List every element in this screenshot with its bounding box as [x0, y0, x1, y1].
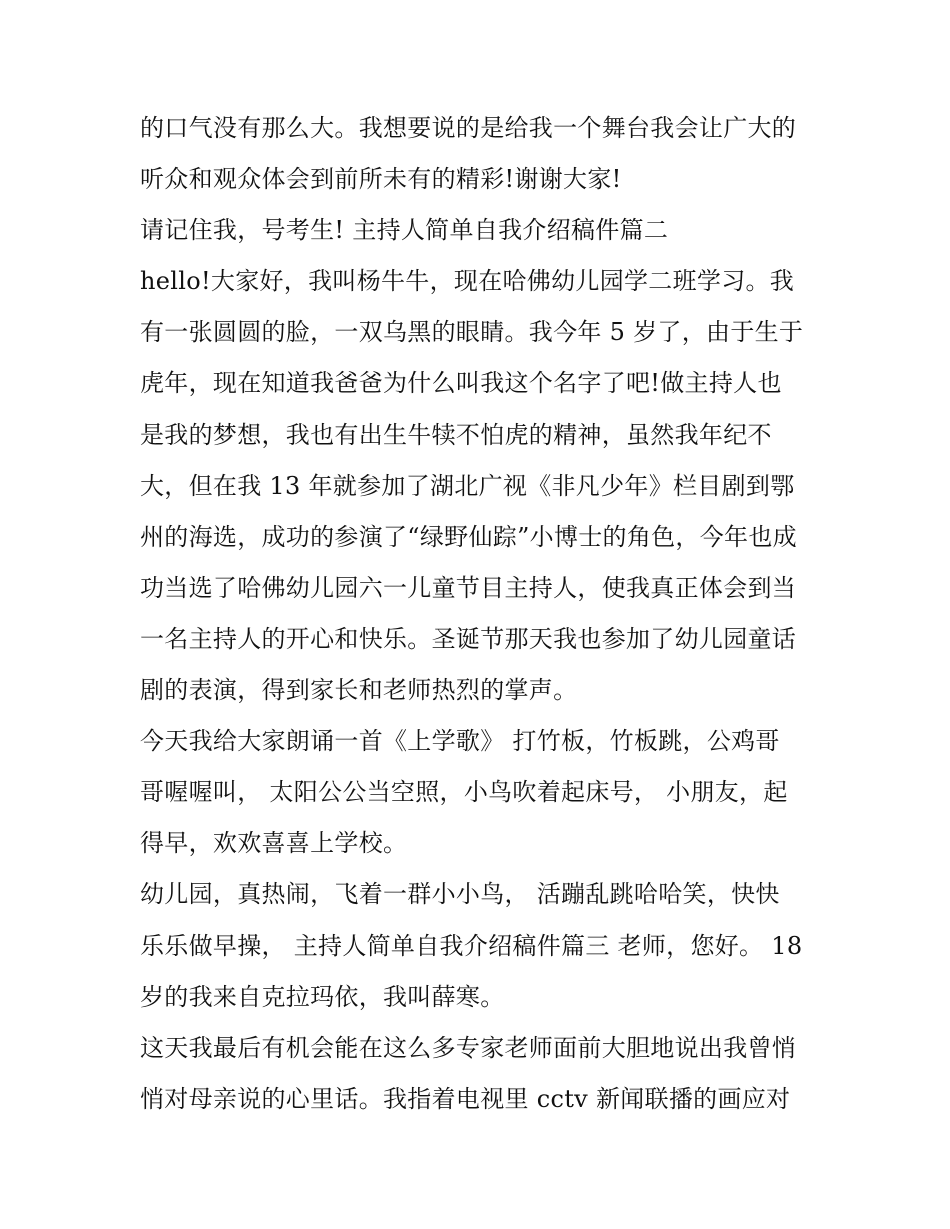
- text-line: 虎年，现在知道我爸爸为什么叫我这个名字了吧!做主持人也: [140, 369, 782, 398]
- document-body: [140, 103, 820, 1125]
- text-line: 的口气没有那么大。我想要说的是给我一个舞台我会让广大的: [140, 114, 797, 142]
- text-line: 有一张圆圆的脸，一双乌黑的眼睛。我今年 5 岁了，由于生于: [140, 318, 804, 347]
- text-line: 幼儿园，真热闹，飞着一群小小鸟， 活蹦乱跳哈哈笑，快快: [140, 880, 780, 909]
- text-line: 请记住我，号考生! 主持人简单自我介绍稿件篇二: [140, 216, 669, 245]
- text-line: 一名主持人的开心和快乐。圣诞节那天我也参加了幼儿园童话: [140, 624, 797, 653]
- text-line: 州的海选，成功的参演了“绿野仙踪”小博士的角色，今年也成: [140, 522, 797, 551]
- text-line: 乐乐做早操， 主持人简单自我介绍稿件篇三 老师，您好。 18: [140, 931, 803, 960]
- text-line: 得早，欢欢喜喜上学校。: [140, 829, 408, 858]
- text-line: 今天我给大家朗诵一首《上学歌》 打竹板，竹板跳，公鸡哥: [140, 727, 780, 756]
- text-line: 功当选了哈佛幼儿园六一儿童节目主持人，使我真正体会到当: [140, 573, 797, 602]
- text-line: hello!大家好，我叫杨牛牛，现在哈佛幼儿园学二班学习。我: [140, 267, 795, 296]
- text-line: 悄对母亲说的心里话。我指着电视里 cctv 新闻联播的画应对: [140, 1084, 791, 1113]
- text-line: 大，但在我 13 年就参加了湖北广视《非凡少年》栏目剧到鄂: [140, 471, 795, 500]
- text-line: 这天我最后有机会能在这么多专家老师面前大胆地说出我曾悄: [140, 1033, 797, 1062]
- text-line: 是我的梦想，我也有出生牛犊不怕虎的精神，虽然我年纪不: [140, 420, 772, 449]
- text-line: 剧的表演，得到家长和老师热烈的掌声。: [140, 676, 578, 705]
- text-line: 哥喔喔叫， 太阳公公当空照，小鸟吹着起床号， 小朋友，起: [140, 778, 788, 807]
- text-line: 岁的我来自克拉玛依，我叫薛寒。: [140, 982, 505, 1011]
- text-line: 听众和观众体会到前所未有的精彩!谢谢大家!: [140, 165, 622, 194]
